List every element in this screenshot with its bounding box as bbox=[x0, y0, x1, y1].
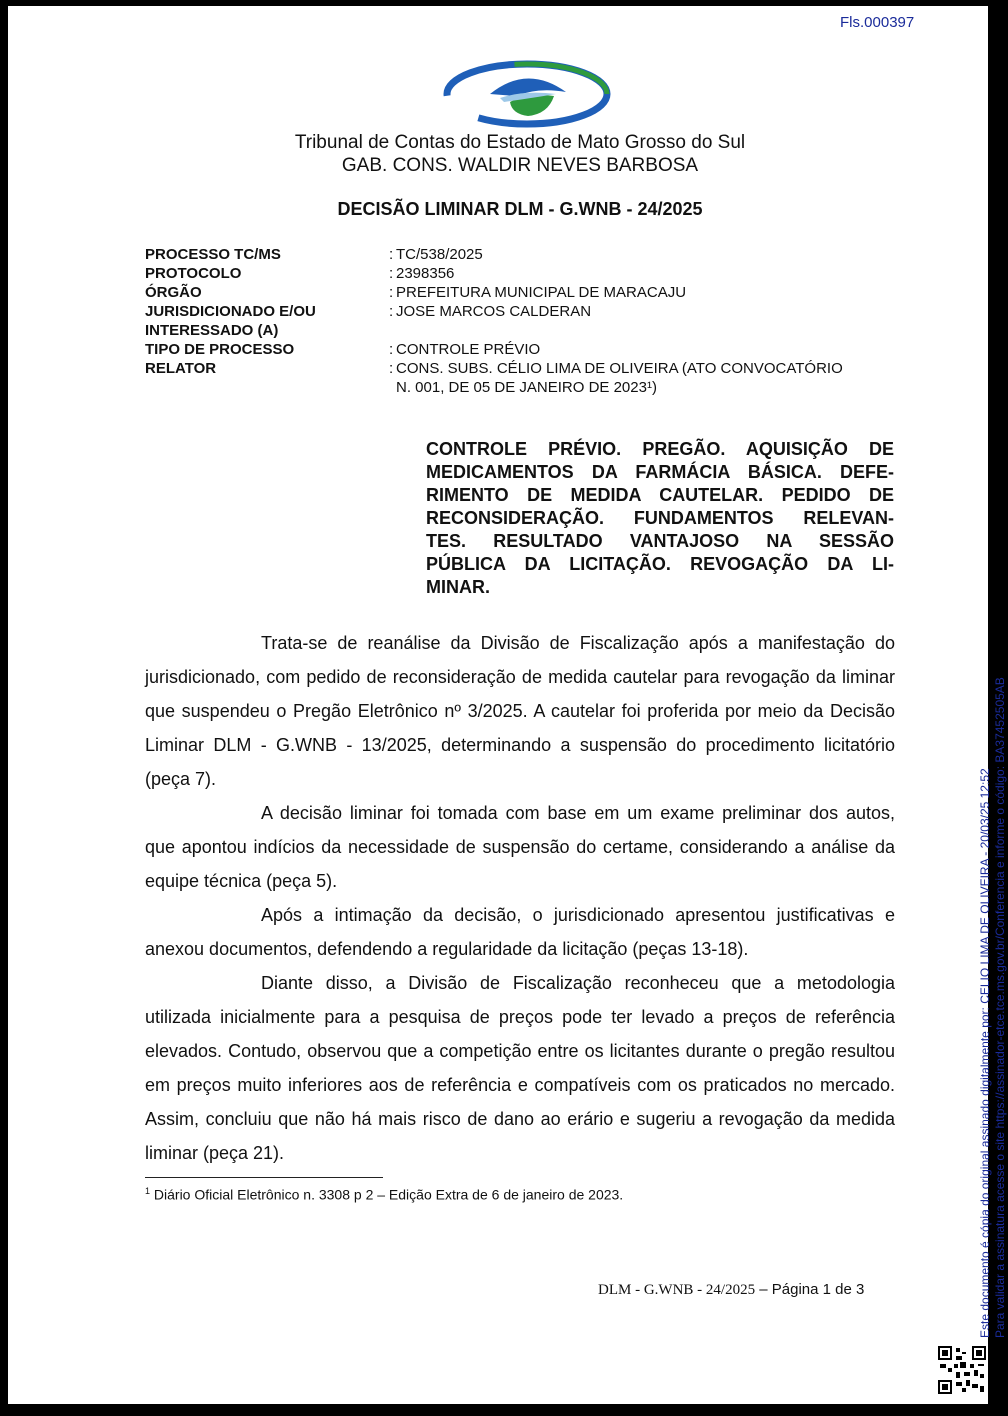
decision-body bbox=[145, 626, 895, 1170]
meta-label: RELATOR bbox=[145, 360, 217, 377]
meta-value: PREFEITURA MUNICIPAL DE MARACAJU bbox=[396, 284, 687, 301]
footnote-text: Diário Oficial Eletrônico n. 3308 p 2 – Edição Extra de 6 de janeiro de 2023. bbox=[153, 1186, 624, 1203]
meta-value bbox=[396, 321, 905, 340]
meta-label: PROTOCOLO bbox=[145, 265, 242, 282]
meta-label: PROCESSO TC/MS bbox=[145, 246, 281, 263]
meta-row: PROTOCOLO : 2398356 bbox=[145, 264, 905, 283]
meta-value: 2398356 bbox=[396, 265, 455, 282]
signature-line: Este documento é cópia do original assinado digitalmente por: CELIO LIMA DE OLIVEIRA - 20/03/25 12:52 bbox=[978, 768, 992, 1338]
validation-line[interactable]: Para validar a assinatura acesse o site https://assinador-etce.tce.ms.gov.br/Conferencia e informe o código: BA37452505AB bbox=[993, 677, 1007, 1338]
footer-doc-ref: DLM - G.WNB - 24/2025 bbox=[598, 1282, 756, 1298]
meta-row: PROCESSO TC/MS : TC/538/2025 bbox=[145, 245, 905, 264]
ementa-line: RECONSIDERAÇÃO. FUNDAMENTOS RELEVAN- bbox=[426, 508, 894, 528]
meta-value: CONTROLE PRÉVIO bbox=[396, 341, 541, 358]
footnote-mark: 1 bbox=[145, 1186, 151, 1196]
meta-value: JOSE MARCOS CALDERAN bbox=[396, 303, 592, 320]
document-title: DECISÃO LIMINAR DLM - G.WNB - 24/2025 bbox=[337, 199, 703, 219]
meta-label bbox=[145, 378, 389, 397]
meta-value: CONS. SUBS. CÉLIO LIMA DE OLIVEIRA (ATO CONVOCATÓRIO bbox=[396, 360, 843, 377]
meta-row bbox=[145, 378, 905, 397]
body-paragraph: Trata-se de reanálise da Divisão de Fiscalização após a manifestação do jurisdicionado, com pedido de reconsideração de medida cautelar para revogação da liminar que suspendeu o Pregão Eletrônico nº 3/2025. A cautelar foi proferida por meio da Decisão Liminar DLM - G.WNB - 13/2025, determinando a suspensão do procedimento licitatório (peça 7). bbox=[145, 633, 895, 789]
signature-validation-note bbox=[978, 598, 1008, 1338]
ementa-line: CONTROLE PRÉVIO. PREGÃO. AQUISIÇÃO DE bbox=[426, 439, 894, 459]
meta-row bbox=[145, 321, 905, 340]
meta-label: TIPO DE PROCESSO bbox=[145, 341, 295, 358]
page-number: – Página 1 de 3 bbox=[759, 1281, 865, 1298]
process-metadata bbox=[145, 245, 905, 397]
meta-label: INTERESSADO (A) bbox=[145, 322, 279, 339]
folio-number: Fls.000397 bbox=[840, 14, 915, 31]
meta-value: TC/538/2025 bbox=[396, 246, 483, 263]
ementa-line: MEDICAMENTOS DA FARMÁCIA BÁSICA. DEFE- bbox=[426, 462, 894, 482]
document-page bbox=[8, 6, 1007, 1404]
footnote bbox=[145, 1186, 623, 1203]
meta-row: ÓRGÃO : PREFEITURA MUNICIPAL DE MARACAJU bbox=[145, 283, 905, 302]
cabinet-name: GAB. CONS. WALDIR NEVES BARBOSA bbox=[341, 155, 699, 176]
body-paragraph: Após a intimação da decisão, o jurisdicionado apresentou justificativas e anexou documentos, defendendo a regularidade da licitação (peças 13-18). bbox=[145, 905, 895, 959]
ementa-line: MINAR. bbox=[426, 577, 490, 597]
meta-row: JURISDICIONADO E/OU : JOSE MARCOS CALDERAN bbox=[145, 302, 905, 321]
meta-value: N. 001, DE 05 DE JANEIRO DE 2023¹) bbox=[396, 379, 657, 396]
ementa-line: RIMENTO DE MEDIDA CAUTELAR. PEDIDO DE bbox=[426, 485, 894, 505]
tribunal-logo bbox=[442, 54, 612, 130]
ementa-summary bbox=[426, 438, 894, 599]
body-paragraph: A decisão liminar foi tomada com base em um exame preliminar dos autos, que apontou indícios da necessidade de suspensão do certame, considerando a análise da equipe técnica (peça 5). bbox=[145, 803, 895, 891]
qr-code-icon[interactable] bbox=[938, 1346, 986, 1394]
meta-row: TIPO DE PROCESSO : CONTROLE PRÉVIO bbox=[145, 340, 905, 359]
ementa-line: PÚBLICA DA LICITAÇÃO. REVOGAÇÃO DA LI- bbox=[426, 554, 894, 574]
footnote-divider bbox=[145, 1177, 383, 1178]
body-paragraph: Diante disso, a Divisão de Fiscalização reconheceu que a metodologia utilizada inicialmente para a pesquisa de preços pode ter levado a preços de referência elevados. Contudo, observou que a competição entre os licitantes durante o pregão resultou em preços muito inferiores aos de referência e compatíveis com os praticados no mercado. Assim, concluiu que não há mais risco de dano ao erário e sugeriu a revogação da medida liminar (peça 21). bbox=[145, 973, 895, 1163]
meta-row: RELATOR : CONS. SUBS. CÉLIO LIMA DE OLIVEIRA (ATO CONVOCATÓRIO bbox=[145, 359, 905, 378]
meta-label: ÓRGÃO bbox=[145, 284, 202, 301]
page-footer bbox=[598, 1281, 864, 1299]
ementa-line: TES. RESULTADO VANTAJOSO NA SESSÃO bbox=[426, 531, 894, 551]
meta-label: JURISDICIONADO E/OU bbox=[145, 303, 316, 320]
institution-name: Tribunal de Contas do Estado de Mato Grosso do Sul bbox=[294, 132, 746, 153]
